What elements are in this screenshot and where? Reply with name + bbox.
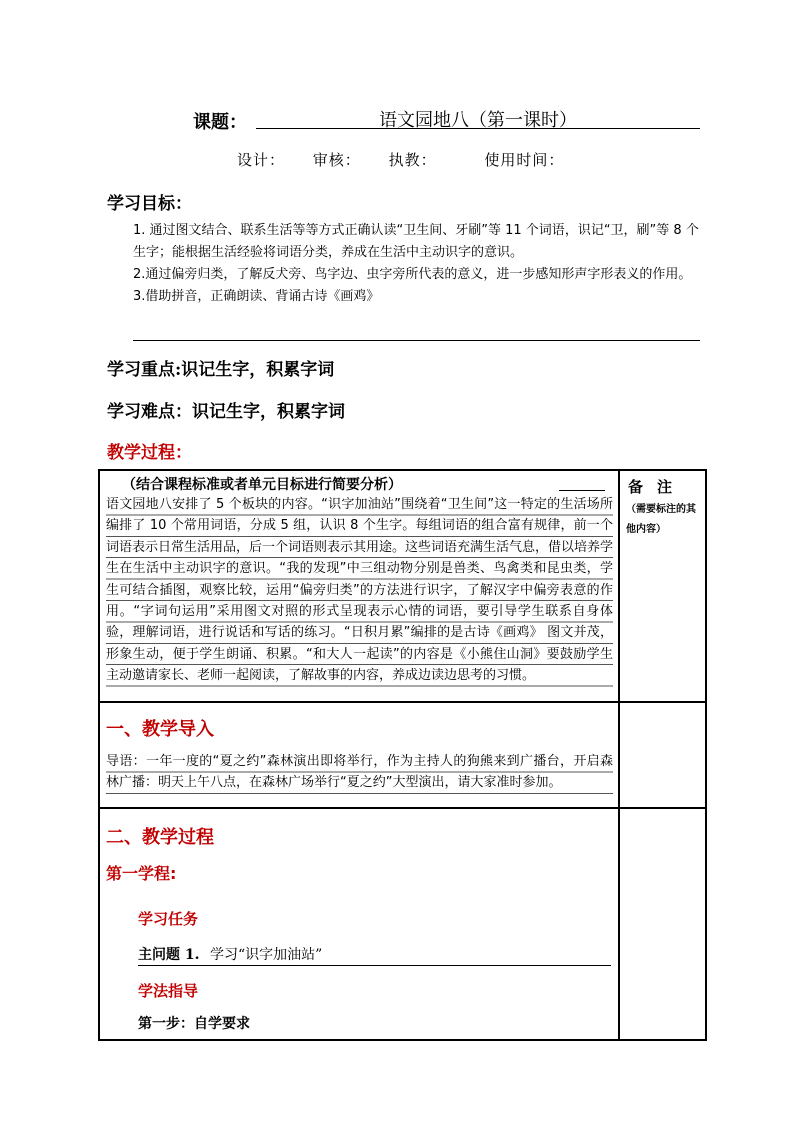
meta-teacher: 执教： xyxy=(388,151,437,169)
stage-heading: 第一学程: xyxy=(106,864,177,883)
lesson-table xyxy=(98,469,707,1041)
analysis-text: 语文园地八安排了 5 个板块的内容。“识字加油站”围绕着“卫生间”这一特定的生活场所编排了 10 个常用词语，分成 5 组，认识 8 个生字。每组词语的组合富有规律，前一个词语表示日常生活用品，后一个词语则表示其用途。这些词语充满生活气息，借以培养学生在生活中主动识字的意识。“我的发现”中三组动物分别是兽类、鸟禽类和昆虫类，学生可结合插图，观察比较，运用“偏旁归类”的方法进行识字，了解汉字中偏旁表意的作用。“字词句运用”采用图文对照的形式呈现表示心情的词语，要引导学生联系自身体验，理解词语，进行说话和写话的练习。“日积月累”编排的是古诗《画鸡》 图文并茂，形象生动，便于学生朗诵、积累。“和大人一起读”的内容是《小熊住山洞》要鼓励学生主动邀请家长、老师一起阅读，了解故事的内容，养成边读边思考的习惯。 xyxy=(106,494,613,687)
notes-subtitle: （需要标注的其他内容） xyxy=(626,504,696,535)
notes-cell-empty xyxy=(619,808,706,1040)
intro-cell xyxy=(99,702,619,808)
goals-list xyxy=(133,220,703,308)
process-heading: 教学过程： xyxy=(107,443,192,463)
notes-title: 备注 xyxy=(628,478,687,496)
meta-date: 使用时间： xyxy=(484,151,565,169)
learning-focus: 学习重点:识记生字，积累字词 xyxy=(107,360,335,380)
page-title: 语文园地八（第一课时） xyxy=(379,110,577,131)
main-question: 主问题 1. 学习“识字加油站” xyxy=(138,945,611,966)
section-process-heading: 二、教学过程 xyxy=(106,827,214,848)
analysis-heading: （结合课程标准或者单元目标进行简要分析） xyxy=(122,474,613,494)
title-label: 课题： xyxy=(193,112,247,133)
goal-item: 2.通过偏旁归类，了解反犬旁、鸟字边、虫字旁所代表的意义，进一步感知形声字形表义的作用。 xyxy=(133,267,692,282)
learning-difficulty: 学习难点：识记生字，积累字词 xyxy=(107,402,345,422)
process-cell xyxy=(99,808,619,1040)
analysis-cell xyxy=(99,470,619,702)
meta-design: 设计： xyxy=(237,151,286,169)
meta-row xyxy=(237,149,586,170)
method-guide-label: 学法指导 xyxy=(138,982,199,1000)
goal-item: 1. 通过图文结合、联系生活等等方式正确认读“卫生间、牙刷”等 11 个词语，识记“卫，刷”等 8 个生字；能根据生活经验将词语分类，养成在生活中主动识字的意识。 xyxy=(133,223,699,260)
goal-item: 3.借助拼音，正确朗读、背诵古诗《画鸡》 xyxy=(133,289,380,304)
step-one: 第一步：自学要求 xyxy=(138,1016,250,1032)
goals-divider xyxy=(133,340,700,341)
section-intro-heading: 一、教学导入 xyxy=(106,719,214,740)
meta-review: 审核： xyxy=(312,151,361,169)
notes-cell xyxy=(619,470,706,702)
goals-heading: 学习目标： xyxy=(107,194,192,214)
intro-text: 导语：一年一度的“夏之约”森林演出即将举行，作为主持人的狗熊来到广播台，开启森林广播：明天上午八点，在森林广场举行“夏之约”大型演出，请大家准时参加。 xyxy=(106,751,613,794)
task-label: 学习任务 xyxy=(138,910,199,928)
notes-cell-empty xyxy=(619,702,706,808)
